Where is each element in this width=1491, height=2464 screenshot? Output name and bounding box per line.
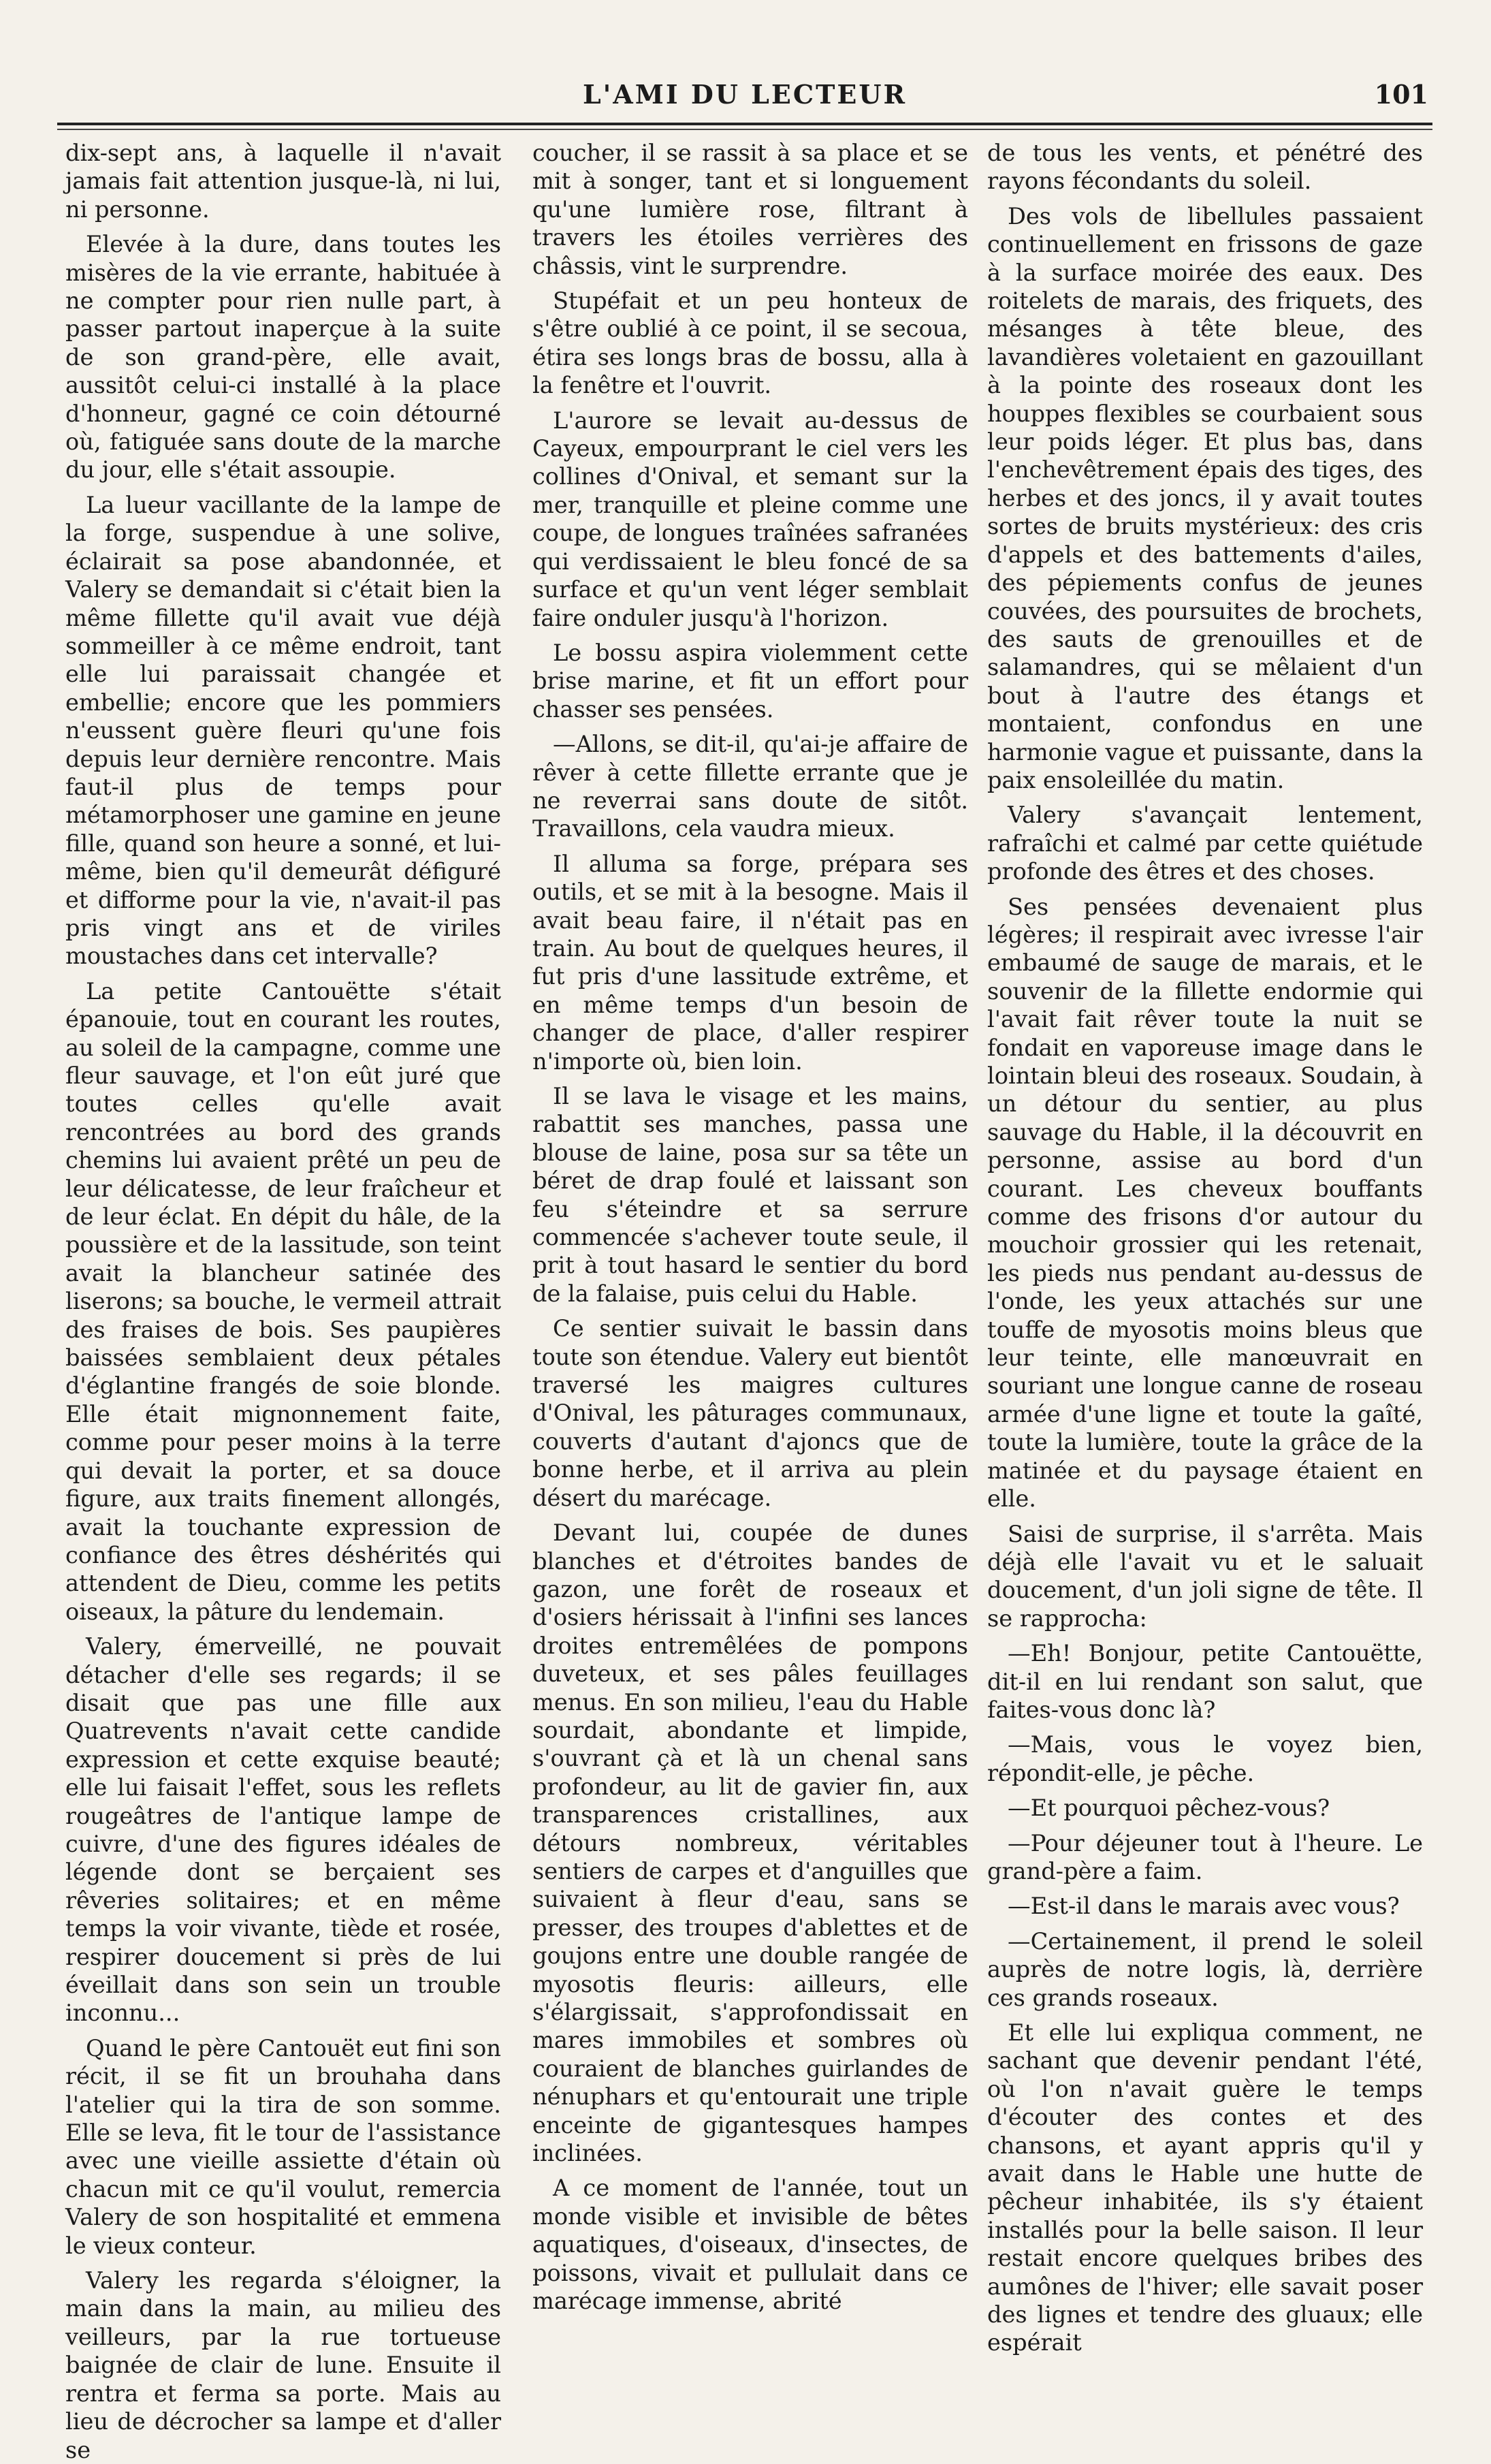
text-column-2: [532, 139, 968, 2315]
paragraph: La lueur vacillante de la lampe de la forge, suspendue à une solive, éclairait sa pose abandonnée, et Valery se demandait si c'était bien la même fillette qu'il avait vue déjà sommeiller à ce même endroit, tant elle lui paraissait changée et embellie; encore que les pommiers n'eussent guère fleuri qu'une fois depuis leur dernière rencontre. Mais faut-il plus de temps pour métamorphoser une gamine en jeune fille, quand son heure a sonné, et lui-même, bien qu'il demeurât défiguré et difforme pour la vie, n'avait-il pas pris vingt ans et de viriles moustaches dans cet intervalle?: [65, 491, 501, 970]
paragraph: Quand le père Cantouët eut fini son récit, il se fit un brouhaha dans l'atelier qui la tira de son somme. Elle se leva, fit le tour de l'assistance avec une vieille assiette d'étain où chacun mit ce qu'il voulut, remercia Valery de son hospitalité et emmena le vieux conteur.: [65, 2034, 501, 2259]
paragraph: Saisi de surprise, il s'arrêta. Mais déjà elle l'avait vu et le saluait doucement, d'un joli signe de tête. Il se rapprocha:: [987, 1520, 1423, 1632]
paragraph: Le bossu aspira violemment cette brise marine, et fit un effort pour chasser ses pensées.: [532, 639, 968, 723]
paragraph: —Allons, se dit-il, qu'ai-je affaire de rêver à cette fillette errante que je ne reverrai sans doute de sitôt. Travaillons, cela vaudra mieux.: [532, 731, 968, 842]
paragraph: de tous les vents, et pénétré des rayons fécondants du soleil.: [987, 140, 1423, 195]
paragraph: La petite Cantouëtte s'était épanouie, tout en courant les routes, au soleil de la campagne, comme une fleur sauvage, et l'on eût juré que toutes celles qu'elle avait rencontrées au bord des grands chemins lui avaient prêté un peu de leur délicatesse, de leur fraîcheur et de leur éclat. En dépit du hâle, de la poussière et de la lassitude, son teint avait la blancheur satinée des liserons; sa bouche, le vermeil attrait des fraises de bois. Ses paupières baissées semblaient deux pétales d'églantine frangés de soie blonde. Elle était mignonnement faite, comme pour peser moins à la terre qui devait la porter, et sa douce figure, aux traits finement allongés, avait la touchante expression de confiance des êtres déshérités qui attendent de Dieu, comme les petits oiseaux, la pâture du lendemain.: [65, 977, 501, 1625]
paragraph: Valery, émerveillé, ne pouvait détacher d'elle ses regards; il se disait que pas une fille aux Quatrevents n'avait cette candide expression et cette exquise beauté; elle lui faisait l'effet, sous les reflets rougeâtres de l'antique lampe de cuivre, d'une des figures idéales de légende dont se berçaient ses rêveries solitaires; et en même temps la voir vivante, tiède et rosée, respirer doucement si près de lui éveillait dans son sein un trouble inconnu...: [65, 1633, 501, 2027]
paragraph: Il alluma sa forge, prépara ses outils, et se mit à la besogne. Mais il avait beau faire, il n'était pas en train. Au bout de quelques heures, il fut pris d'une lassitude extrême, et en même temps d'un besoin de changer de place, d'aller respirer n'importe où, bien loin.: [532, 850, 968, 1075]
paragraph: Valery s'avançait lentement, rafraîchi et calmé par cette quiétude profonde des êtres et des choses.: [987, 802, 1423, 885]
paragraph: A ce moment de l'année, tout un monde visible et invisible de bêtes aquatiques, d'oiseaux, d'insectes, de poissons, vivait et pullulait dans ce marécage immense, abrité: [532, 2175, 968, 2315]
page-header: [57, 68, 1432, 129]
paragraph: Devant lui, coupée de dunes blanches et d'étroites bandes de gazon, une forêt de roseaux et d'osiers hérissait à l'infini ses lances droites entremêlées de pompons duveteux, et ses pâles feuillages menus. En son milieu, l'eau du Hable sourdait, abondante et limpide, s'ouvrant çà et là un chenal sans profondeur, au lit de gavier fin, aux transparences cristallines, aux détours nombreux, véritables sentiers de carpes et d'anguilles que suivaient à fleur d'eau, sans se presser, des troupes d'ablettes et de goujons entre une double rangée de myosotis fleuris: ailleurs, elle s'élargissait, s'approfondissait en mares immobiles et sombres où couraient de blanches guirlandes de nénuphars et qu'entourait une triple enceinte de gigantesques hampes inclinées.: [532, 1519, 968, 2167]
paragraph: Stupéfait et un peu honteux de s'être oublié à ce point, il se secoua, étira ses longs bras de bossu, alla à la fenêtre et l'ouvrit.: [532, 287, 968, 399]
header-rule-thin: [57, 129, 1432, 130]
running-title: L'AMI DU LECTEUR: [582, 79, 908, 110]
paragraph: Ses pensées devenaient plus légères; il respirait avec ivresse l'air embaumé de sauge de marais, et le souvenir de la fillette endormie qui l'avait fait rêver toute la nuit se fondait en vaporeuse image dans le lointain bleui des roseaux. Soudain, à un détour du sentier, au plus sauvage du Hable, il la découvrit en personne, assise au bord d'un courant. Les cheveux bouffants comme des frisons d'or autour du mouchoir grossier qui les retenait, les pieds nus pendant au-dessus de l'onde, les yeux attachés sur une touffe de myosotis moins bleus que leur teinte, elle manœuvrait en souriant une longue canne de roseau armée d'une ligne et toute la gaîté, toute la lumière, toute la grâce de la matinée et du paysage étaient en elle.: [987, 893, 1423, 1513]
paragraph: —Mais, vous le voyez bien, répondit-elle, je pêche.: [987, 1731, 1423, 1786]
paragraph: Valery les regarda s'éloigner, la main dans la main, au milieu des veilleurs, par la rue tortueuse baignée de clair de lune. Ensuite il rentra et ferma sa porte. Mais au lieu de décrocher sa lampe et d'aller se: [65, 2267, 501, 2463]
paragraph: —Est-il dans le marais avec vous?: [1008, 1893, 1400, 1920]
paragraph: —Pour déjeuner tout à l'heure. Le grand-père a faim.: [987, 1829, 1423, 1884]
text-column-1: [65, 139, 501, 2463]
paragraph: Et elle lui expliqua comment, ne sachant que devenir pendant l'été, où l'on n'avait guère le temps d'écouter des contes et des chansons, et ayant appris qu'il y avait dans le Hable une hutte de pêcheur inhabitée, ils s'y étaient installés pour la belle saison. Il leur restait encore quelques bribes des aumônes de l'hiver; elle savait poser des lignes et tendre des gluaux; elle espérait: [987, 2019, 1423, 2356]
header-rule: [57, 123, 1432, 125]
page-number: 101: [1374, 79, 1428, 110]
paragraph: dix-sept ans, à laquelle il n'avait jamais fait attention jusque-là, ni lui, ni personne.: [65, 140, 501, 223]
paragraph: —Et pourquoi pêchez-vous?: [1008, 1795, 1330, 1822]
paragraph: Ce sentier suivait le bassin dans toute son étendue. Valery eut bientôt traversé les maigres cultures d'Onival, les pâturages communaux, couverts d'autant d'ajoncs que de bonne herbe, et il arriva au plein désert du marécage.: [532, 1315, 968, 1511]
paragraph: L'aurore se levait au-dessus de Cayeux, empourprant le ciel vers les collines d'Onival, et semant sur la mer, tranquille et pleine comme une coupe, de longues traînées safranées qui verdissaient le bleu foncé de sa surface et qu'un vent léger semblait faire onduler jusqu'à l'horizon.: [532, 407, 968, 631]
paragraph: —Certainement, il prend le soleil auprès de notre logis, là, derrière ces grands roseaux.: [987, 1927, 1423, 2011]
text-column-3: [987, 139, 1423, 2356]
paragraph: Il se lava le visage et les mains, rabattit ses manches, passa une blouse de laine, posa sur sa tête un béret de drap foulé et laissant son feu s'éteindre et sa serrure commencée s'achever toute seule, il prit à tout hasard le sentier du bord de la falaise, puis celui du Hable.: [532, 1083, 968, 1307]
paragraph: Des vols de libellules passaient continuellement en frissons de gaze à la surface moirée des eaux. Des roitelets de marais, des friquets, des mésanges à tête bleue, des lavandières voletaient en gazouillant à la pointe des roseaux dont les houppes flexibles se courbaient sous leur poids léger. Et plus bas, dans l'enchevêtrement épais des tiges, des herbes et des joncs, il y avait toutes sortes de bruits mystérieux: des cris d'appels et des battements d'ailes, des pépiements confus de jeunes couvées, des poursuites de brochets, des sauts de grenouilles et de salamandres, qui se mêlaient d'un bout à l'autre des étangs et montaient, confondus en une harmonie vague et puissante, dans la paix ensoleillée du matin.: [987, 202, 1423, 793]
paragraph: Elevée à la dure, dans toutes les misères de la vie errante, habituée à ne compter pour rien nulle part, à passer partout inaperçue à la suite de son grand-père, elle avait, aussitôt celui-ci installé à la place d'honneur, gagné ce coin détourné où, fatiguée sans doute de la marche du jour, elle s'était assoupie.: [65, 231, 501, 484]
paragraph: —Eh! Bonjour, petite Cantouëtte, dit-il en lui rendant son salut, que faites-vous donc là?: [987, 1640, 1423, 1723]
paragraph: coucher, il se rassit à sa place et se mit à songer, tant et si longuement qu'une lumière rose, filtrant à travers les étoiles verrières des châssis, vint le surprendre.: [532, 140, 968, 279]
